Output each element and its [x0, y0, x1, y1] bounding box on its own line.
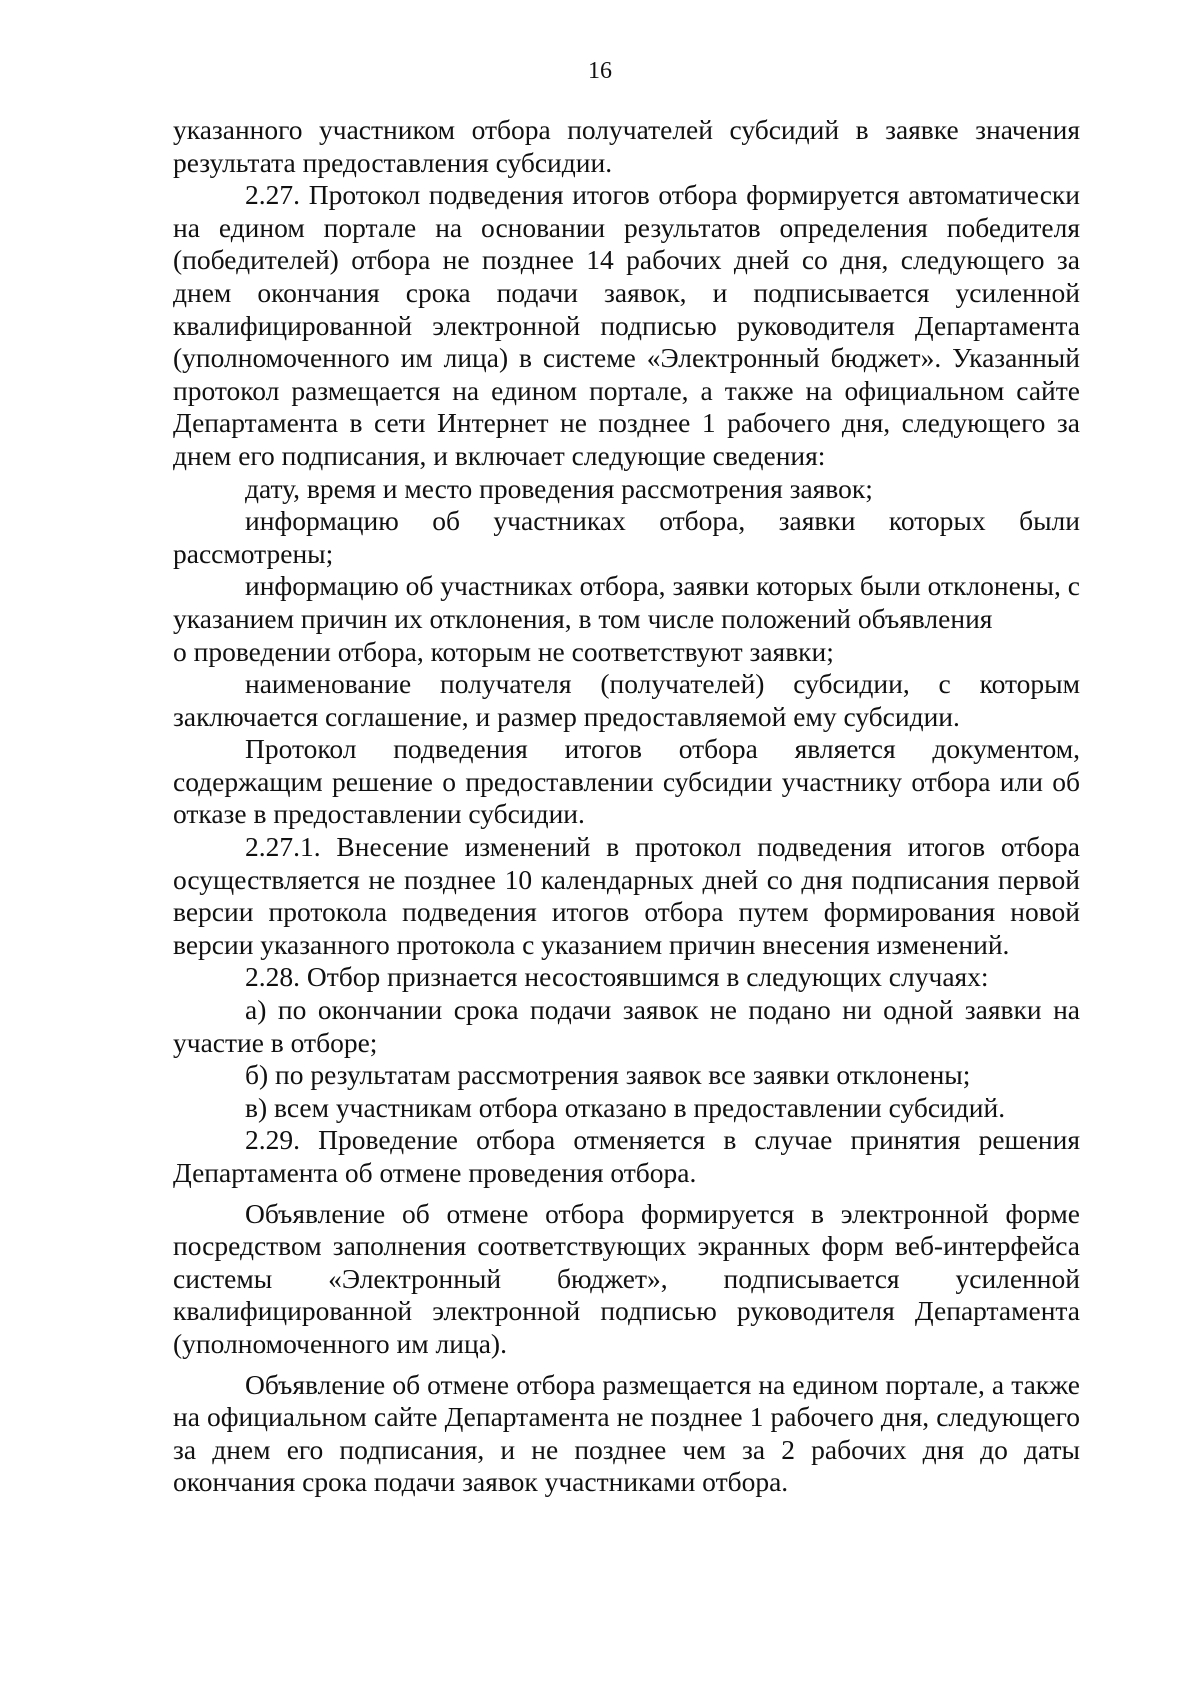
- paragraph-cancel-notice-publication: Объявление об отмене отбора размещается на едином портале, а также на официальном сайте Департамента не позднее 1 рабочего дня, следующего за днем его подписания, и не позднее чем за 2 рабочих дня до даты окончания срока подачи заявок участниками отбора.: [173, 1368, 1080, 1498]
- list-item-b: б) по результатам рассмотрения заявок все заявки отклонены;: [245, 1059, 971, 1091]
- list-item-rejected-participants: информацию об участниках отбора, заявки которых были отклонены, с указанием причин их отклонения, в том числе положений объявления: [173, 570, 1080, 634]
- paragraph-2-27: 2.27. Протокол подведения итогов отбора формируется автоматически на едином портале на основании результатов определения победителя (победителей) отбора не позднее 14 рабочих дней со дня, следующего за днем окончания срока подачи заявок, и подписывается усиленной квалифицированной электронной подписью руководителя Департамента (уполномоченного им лица) в системе «Электронный бюджет». Указанный протокол размещается на едином портале, а также на официальном сайте Департамента в сети Интернет не позднее 1 рабочего дня, следующего за днем его подписания, и включает следующие сведения:: [173, 179, 1080, 471]
- list-item-recipient-name: наименование получателя (получателей) субсидии, с которым заключается соглашение, и размер предоставляемой ему субсидии.: [173, 668, 1080, 732]
- list-item-v: в) всем участникам отбора отказано в предоставлении субсидий.: [245, 1091, 1006, 1123]
- document-body: [173, 114, 1080, 1499]
- paragraph-continuation: указанного участником отбора получателей субсидий в заявке значения результата предоставления субсидии.: [173, 114, 1080, 178]
- list-item-rejected-participants-cont: о проведении отбора, которым не соответствуют заявки;: [173, 635, 834, 667]
- paragraph-cancel-notice-form: Объявление об отмене отбора формируется в электронной форме посредством заполнения соответствующих экранных форм веб-интерфейса системы «Электронный бюджет», подписывается усиленной квалифицированной электронной подписью руководителя Департамента (уполномоченного им лица).: [173, 1197, 1080, 1359]
- paragraph-2-29: 2.29. Проведение отбора отменяется в случае принятия решения Департамента об отмене проведения отбора.: [173, 1124, 1080, 1188]
- list-item-a: а) по окончании срока подачи заявок не подано ни одной заявки на участие в отборе;: [173, 994, 1080, 1058]
- paragraph-protocol-document: Протокол подведения итогов отбора является документом, содержащим решение о предоставлении субсидии участнику отбора или об отказе в предоставлении субсидии.: [173, 733, 1080, 830]
- list-item-considered-participants: информацию об участниках отбора, заявки которых были рассмотрены;: [173, 505, 1080, 569]
- page-number: 16: [588, 58, 612, 84]
- paragraph-2-27-1: 2.27.1. Внесение изменений в протокол подведения итогов отбора осуществляется не позднее 10 календарных дней со дня подписания первой версии протокола подведения итогов отбора путем формирования новой версии указанного протокола с указанием причин внесения изменений.: [173, 831, 1080, 960]
- paragraph-2-28: 2.28. Отбор признается несостоявшимся в следующих случаях:: [245, 961, 989, 993]
- list-item-date-time-place: дату, время и место проведения рассмотрения заявок;: [245, 472, 873, 504]
